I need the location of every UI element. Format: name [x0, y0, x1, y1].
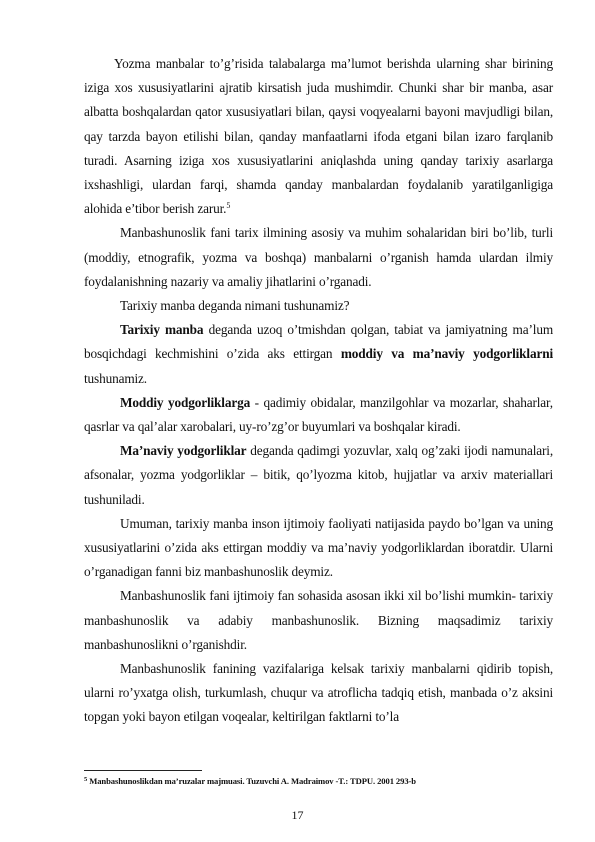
body-text [84, 52, 553, 730]
term-moddiy-manaviy: moddiy va ma’naviy yodgorliklarni [340, 346, 553, 362]
term-moddiy-yodgorliklar: Moddiy yodgorliklarga [120, 394, 251, 410]
page-number: 17 [291, 808, 304, 822]
paragraph-1: Yozma manbalar to’g’risida talabalarga ma’lumot berishda ularning shar birining iziga xos xususiyatlarini ajratib kirsatish juda mushimdir. Chunki shar bir manba, asar albatta boshqalardan qator xususiyatlari bilan, qaysi voqyealarni bayoni mavjudligi bilan, qay tarzda bayon etilishi bilan, qanday manfaatlarni ifoda etgani bilan izaro farqlanib turadi. Asarning iziga xos xususiyatlarini aniqlashda uning qanday tarixiy asarlarga ixshashligi, ulardan farqi, shamda qanday manbalardan foydalanib yaratilganligiga alohida e’tibor berish zarur.$^5$ [84, 56, 553, 217]
footnote [84, 775, 553, 787]
paragraph-2: Manbashunoslik fani tarix ilmining asosiy va muhim sohalaridan biri bo’lib, turli (moddiy, etnografik, yozma va boshqa) manbalarni o’rganish hamda ulardan ilmiy foydalanishning nazariy va amaliy jihatlarini o’rganadi. [84, 225, 553, 289]
paragraph-4-definition: Tarixiy manba deganda uzoq o’tmishdan qolgan, tabiat va jamiyatning ma’lum bosqichdagi kechmishini o’zida aks ettirgan moddiy va ma’naviy yodgorliklarni tushunamiz. [84, 322, 554, 386]
paragraph-6-manaviy: Ma’naviy yodgorliklar deganda qadimgi yozuvlar, xalq og’zaki ijodi namunalari, afsonalar, yozma yodgorliklar – bitik, qo’lyozma kitob, hujjatlar va arxiv materiallari tushuniladi. [84, 443, 553, 507]
footnote-text: Manbashunoslikdan ma’ruzalar majmuasi. Tuzuvchi A. Madraimov -T.: TDPU. 2001 293-b [87, 776, 416, 786]
paragraph-5-moddiy: Moddiy yodgorliklarga - qadimiy obidalar, manzilgohlar va mozarlar, shaharlar, qasrlar va qal’alar xarobalari, uy-ro’zg’or buyumlari va boshqalar kiradi. [84, 394, 553, 435]
paragraph-8: Manbashunoslik fani ijtimoiy fan sohasida asosan ikki xil bo’lishi mumkin- tarixiy manbashunoslik va adabiy manbashunoslik. Bizning maqsadimiz tarixiy manbashunoslikni o’rganishdir. [84, 588, 553, 652]
paragraph-9: Manbashunoslik fanining vazifalariga kelsak tarixiy manbalarni qidirib topish, ularni ro’yxatga olish, turkumlash, chuqur va atroflicha tadqiq etish, manbada o’z aksini topgan yoki bayon etilgan voqealar, keltirilgan faktlarni to’la [84, 661, 553, 725]
term-tarixiy-manba: Tarixiy manba [120, 322, 204, 338]
paragraph-3-question: Tarixiy manba deganda nimani tushunamiz? [120, 298, 350, 314]
footnote-reference[interactable]: 5 [226, 201, 231, 211]
paragraph-7: Umuman, tarixiy manba inson ijtimoiy faoliyati natijasida paydo bo’lgan va uning xususiyatlarini o’zida aks ettirgan moddiy va ma’naviy yodgorliklardan iboratdir. Ularni o’rganadigan fanni biz manbashunoslik deymiz. [84, 515, 553, 580]
footnote-divider [84, 770, 202, 771]
term-manaviy-yodgorliklar: Ma’naviy yodgorliklar [120, 443, 247, 459]
footnote-marker: 5 [84, 776, 88, 783]
